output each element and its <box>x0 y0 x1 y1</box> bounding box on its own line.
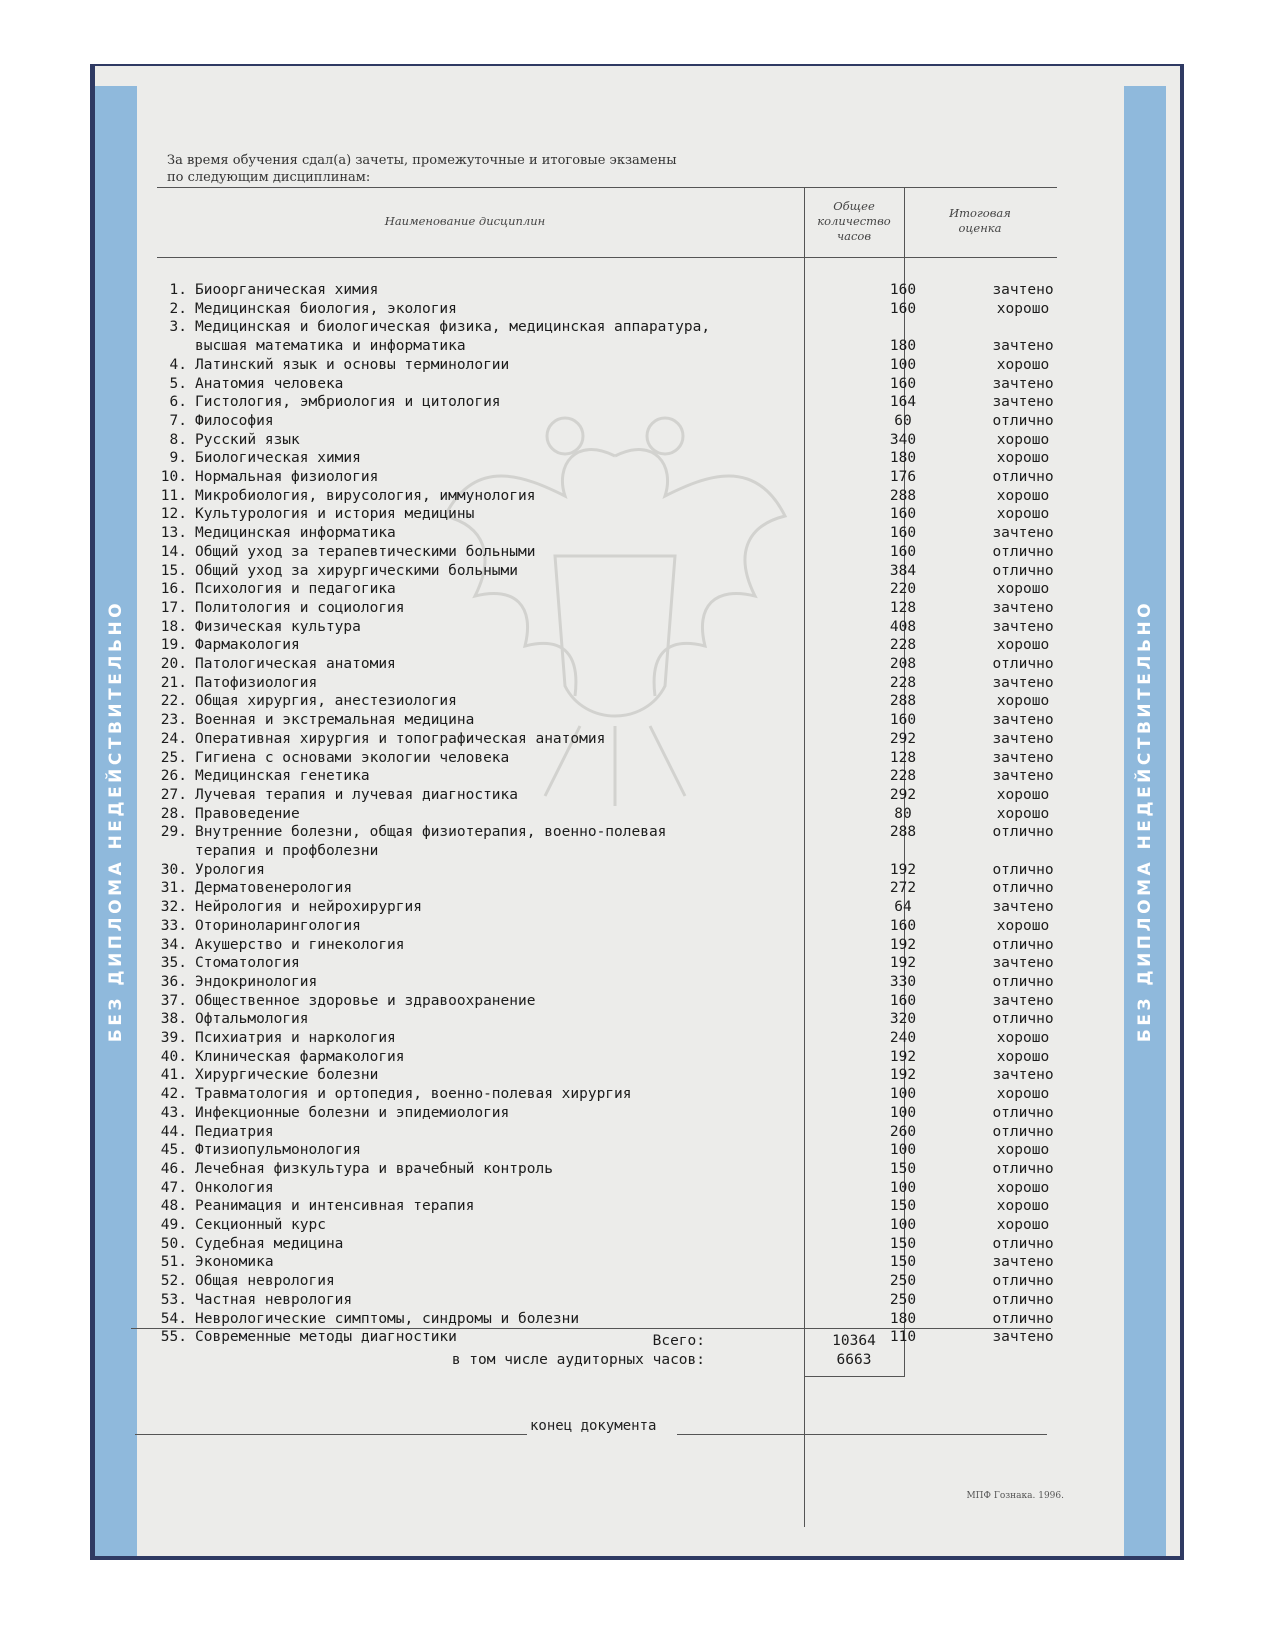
table-row <box>153 619 1113 638</box>
discipline-hours: 100 <box>889 1217 917 1233</box>
table-row <box>153 899 1113 918</box>
row-number: 43. <box>160 1104 187 1121</box>
discipline-name: Биоорганическая химия <box>195 282 379 298</box>
table-row <box>153 1198 1113 1217</box>
row-number: 8. <box>169 431 187 448</box>
discipline-hours: 288 <box>889 693 917 710</box>
row-number: 2. <box>169 300 187 317</box>
row-number: 6. <box>169 394 187 411</box>
row-number: 37. <box>160 992 187 1009</box>
discipline-grade: хорошо <box>996 917 1050 934</box>
row-number: 50. <box>160 1235 187 1252</box>
table-row <box>153 1105 1113 1124</box>
discipline-hours: 320 <box>889 1011 917 1028</box>
discipline-name-continued: терапия и профболезни <box>195 842 379 859</box>
row-number: 1. <box>169 282 187 298</box>
end-of-document-text: конец документа <box>530 1418 657 1434</box>
discipline-name: Педиатрия <box>195 1123 274 1140</box>
end-line-right <box>677 1434 1047 1435</box>
row-number: 24. <box>160 730 187 747</box>
discipline-name: Медицинская и биологическая физика, медицинская аппаратура, <box>195 319 711 336</box>
discipline-grade: зачтено <box>992 338 1054 355</box>
discipline-hours: 160 <box>889 917 917 934</box>
row-number: 11. <box>160 487 187 504</box>
discipline-name: Общая хирургия, анестезиология <box>195 693 457 710</box>
discipline-grade: отлично <box>992 1310 1054 1327</box>
discipline-grade: хорошо <box>996 1142 1050 1159</box>
row-number: 12. <box>160 506 187 523</box>
table-header-rule <box>157 257 1057 258</box>
table-row <box>153 731 1113 750</box>
row-number: 16. <box>160 581 187 598</box>
discipline-hours: 192 <box>889 936 917 953</box>
table-row <box>153 1292 1113 1311</box>
header-line-2: по следующим дисциплинам: <box>167 170 371 185</box>
table-row <box>153 693 1113 712</box>
row-number: 26. <box>160 768 187 785</box>
table-row <box>153 1142 1113 1161</box>
discipline-name: Инфекционные болезни и эпидемиология <box>195 1104 510 1121</box>
discipline-hours: 160 <box>889 712 917 729</box>
discipline-name: Оториноларингология <box>195 917 361 934</box>
diploma-supplement-sheet <box>95 66 1180 1556</box>
discipline-grade: хорошо <box>996 300 1050 317</box>
row-number: 53. <box>160 1291 187 1308</box>
column-header-grade: Итоговая оценка <box>949 206 1011 235</box>
table-row <box>153 525 1113 544</box>
discipline-grade: отлично <box>992 543 1054 560</box>
column-header-name: Наименование дисциплин <box>384 214 546 228</box>
discipline-hours: 160 <box>889 525 917 542</box>
discipline-hours: 180 <box>889 338 917 355</box>
discipline-name-continued: высшая математика и информатика <box>195 338 466 355</box>
discipline-grade: отлично <box>992 412 1054 429</box>
table-row <box>153 1217 1113 1236</box>
table-row <box>153 918 1113 937</box>
row-number: 20. <box>160 656 187 672</box>
discipline-hours: 100 <box>889 1142 917 1159</box>
table-row <box>153 1254 1113 1273</box>
discipline-grade: зачтено <box>992 1254 1054 1271</box>
discipline-grade: зачтено <box>992 525 1054 542</box>
right-strip-text: БЕЗ ДИПЛОМА НЕДЕЙСТВИТЕЛЬНО <box>1135 599 1155 1043</box>
discipline-hours: 408 <box>889 618 917 635</box>
discipline-grade: хорошо <box>996 805 1050 822</box>
discipline-hours: 180 <box>889 1310 917 1327</box>
discipline-hours: 150 <box>889 1198 917 1215</box>
discipline-grade: зачтено <box>992 674 1054 691</box>
discipline-grade: хорошо <box>996 786 1050 803</box>
table-row <box>153 1124 1113 1143</box>
document-header <box>167 152 677 186</box>
row-number: 49. <box>160 1217 187 1233</box>
row-number: 18. <box>160 618 187 635</box>
table-row <box>153 1067 1113 1086</box>
discipline-hours: 160 <box>889 992 917 1009</box>
row-number: 46. <box>160 1160 187 1177</box>
discipline-name: Правоведение <box>195 805 300 822</box>
discipline-grade: зачтено <box>992 282 1054 298</box>
discipline-grade: хорошо <box>996 450 1050 467</box>
discipline-grade: хорошо <box>996 693 1050 710</box>
discipline-hours: 250 <box>889 1273 917 1290</box>
discipline-name: Судебная медицина <box>195 1235 344 1252</box>
discipline-name: Частная неврология <box>195 1291 353 1308</box>
discipline-name: Лучевая терапия и лучевая диагностика <box>195 786 519 803</box>
discipline-grade: зачтено <box>992 712 1054 729</box>
discipline-name: Общественное здоровье и здравоохранение <box>195 992 536 1009</box>
table-row <box>153 282 1113 301</box>
discipline-name: Нормальная физиология <box>195 469 379 485</box>
discipline-grade: зачтено <box>992 899 1054 916</box>
discipline-grade: зачтено <box>992 768 1054 785</box>
discipline-grade: отлично <box>992 973 1054 990</box>
table-row <box>153 1273 1113 1292</box>
discipline-grade: хорошо <box>996 506 1050 523</box>
discipline-name: Внутренние болезни, общая физиотерапия, военно-полевая <box>195 824 667 841</box>
discipline-hours: 128 <box>889 599 917 616</box>
table-row <box>153 488 1113 507</box>
discipline-hours: 100 <box>889 1104 917 1121</box>
table-row <box>153 506 1113 525</box>
row-number: 19. <box>160 637 187 654</box>
total-label: Всего: <box>652 1333 705 1349</box>
table-row <box>153 1011 1113 1030</box>
table-row <box>153 1161 1113 1180</box>
discipline-name: Латинский язык и основы терминологии <box>195 356 510 373</box>
discipline-hours: 80 <box>894 805 912 822</box>
row-number: 44. <box>160 1123 187 1140</box>
table-row <box>153 974 1113 993</box>
table-row <box>153 319 1113 356</box>
discipline-hours: 176 <box>889 469 917 485</box>
discipline-name: Фармакология <box>195 637 300 654</box>
table-row <box>153 993 1113 1012</box>
row-number: 54. <box>160 1310 187 1327</box>
table-row <box>153 600 1113 619</box>
discipline-grade: отлично <box>992 1104 1054 1121</box>
discipline-name: Секционный курс <box>195 1217 326 1233</box>
discipline-name: Стоматология <box>195 955 300 972</box>
discipline-hours: 292 <box>889 786 917 803</box>
discipline-hours: 384 <box>889 562 917 579</box>
end-line-left <box>135 1434 527 1435</box>
discipline-hours: 110 <box>889 1329 917 1346</box>
discipline-grade: отлично <box>992 1160 1054 1177</box>
discipline-hours: 340 <box>889 431 917 448</box>
row-number: 38. <box>160 1011 187 1028</box>
row-number: 21. <box>160 674 187 691</box>
totals-rule <box>804 1376 904 1377</box>
discipline-name: Физическая культура <box>195 618 361 635</box>
row-number: 15. <box>160 562 187 579</box>
table-row <box>153 637 1113 656</box>
discipline-name: Микробиология, вирусология, иммунология <box>195 487 536 504</box>
row-number: 5. <box>169 375 187 392</box>
discipline-name: Оперативная хирургия и топографическая анатомия <box>195 730 606 747</box>
auditory-hours-value: 6663 <box>836 1352 872 1368</box>
table-row <box>153 544 1113 563</box>
row-number: 10. <box>160 469 187 485</box>
row-number: 47. <box>160 1179 187 1196</box>
discipline-grade: зачтено <box>992 599 1054 616</box>
discipline-name: Гигиена с основами экологии человека <box>195 749 510 766</box>
discipline-hours: 260 <box>889 1123 917 1140</box>
discipline-name: Дерматовенерология <box>195 880 353 897</box>
discipline-grade: хорошо <box>996 431 1050 448</box>
discipline-hours: 250 <box>889 1291 917 1308</box>
table-row <box>153 955 1113 974</box>
discipline-name: Фтизиопульмонология <box>195 1142 361 1159</box>
discipline-grade: отлично <box>992 861 1054 878</box>
row-number: 29. <box>160 824 187 841</box>
discipline-name: Клиническая фармакология <box>195 1048 405 1065</box>
discipline-grade: хорошо <box>996 1217 1050 1233</box>
discipline-hours: 164 <box>889 394 917 411</box>
discipline-name: Психология и педагогика <box>195 581 396 598</box>
row-number: 35. <box>160 955 187 972</box>
discipline-hours: 160 <box>889 282 917 298</box>
row-number: 13. <box>160 525 187 542</box>
row-number: 23. <box>160 712 187 729</box>
table-row <box>153 656 1113 675</box>
discipline-name: Травматология и ортопедия, военно-полевая хирургия <box>195 1086 632 1103</box>
table-row <box>153 1030 1113 1049</box>
row-number: 42. <box>160 1086 187 1103</box>
table-row <box>153 301 1113 320</box>
row-number: 17. <box>160 599 187 616</box>
table-row <box>153 376 1113 395</box>
row-number: 32. <box>160 899 187 916</box>
table-row <box>153 432 1113 451</box>
discipline-grade: зачтено <box>992 992 1054 1009</box>
table-row <box>153 413 1113 432</box>
table-row <box>153 581 1113 600</box>
row-number: 28. <box>160 805 187 822</box>
left-security-strip <box>95 86 137 1556</box>
row-number: 3. <box>169 319 187 336</box>
table-row <box>153 1311 1113 1330</box>
row-number: 48. <box>160 1198 187 1215</box>
discipline-hours: 60 <box>894 412 912 429</box>
discipline-grade: отлично <box>992 1123 1054 1140</box>
discipline-grade: отлично <box>992 469 1054 485</box>
discipline-name: Медицинская информатика <box>195 525 396 542</box>
discipline-name: Биологическая химия <box>195 450 361 467</box>
discipline-hours: 228 <box>889 637 917 654</box>
discipline-grade: зачтено <box>992 1067 1054 1084</box>
row-number: 41. <box>160 1067 187 1084</box>
printer-imprint: МПФ Гознака. 1996. <box>966 1491 1064 1501</box>
discipline-hours: 160 <box>889 375 917 392</box>
discipline-hours: 292 <box>889 730 917 747</box>
discipline-name: Политология и социология <box>195 599 405 616</box>
row-number: 39. <box>160 1030 187 1046</box>
discipline-name: Психиатрия и наркология <box>195 1030 396 1046</box>
discipline-name: Современные методы диагностики <box>195 1329 457 1346</box>
discipline-name: Урология <box>195 861 265 878</box>
discipline-grade: хорошо <box>996 1030 1050 1046</box>
row-number: 9. <box>169 450 187 467</box>
table-row <box>153 675 1113 694</box>
total-hours-value: 10364 <box>832 1333 876 1349</box>
discipline-name: Патологическая анатомия <box>195 656 396 672</box>
discipline-name: Общий уход за терапевтическими больными <box>195 543 536 560</box>
discipline-grade: зачтено <box>992 375 1054 392</box>
table-row <box>153 750 1113 769</box>
discipline-name: Общий уход за хирургическими больными <box>195 562 519 579</box>
discipline-grade: хорошо <box>996 1048 1050 1065</box>
discipline-hours: 192 <box>889 861 917 878</box>
row-number: 45. <box>160 1142 187 1159</box>
row-number: 34. <box>160 936 187 953</box>
row-number: 55. <box>160 1329 187 1346</box>
discipline-hours: 192 <box>889 1067 917 1084</box>
table-row <box>153 937 1113 956</box>
row-number: 36. <box>160 973 187 990</box>
discipline-hours: 288 <box>889 824 917 841</box>
row-number: 40. <box>160 1048 187 1065</box>
table-top-rule <box>157 187 1057 188</box>
discipline-hours: 288 <box>889 487 917 504</box>
discipline-hours: 192 <box>889 955 917 972</box>
discipline-hours: 228 <box>889 674 917 691</box>
discipline-hours: 160 <box>889 300 917 317</box>
discipline-hours: 192 <box>889 1048 917 1065</box>
discipline-grade: хорошо <box>996 581 1050 598</box>
table-row <box>153 469 1113 488</box>
column-header-hours: Общее количество часов <box>817 199 891 243</box>
discipline-name: Неврологические симптомы, синдромы и болезни <box>195 1310 580 1327</box>
discipline-hours: 272 <box>889 880 917 897</box>
right-security-strip <box>1124 86 1166 1556</box>
discipline-name: Реанимация и интенсивная терапия <box>195 1198 475 1215</box>
discipline-name: Лечебная физкультура и врачебный контроль <box>195 1160 553 1177</box>
table-row <box>153 880 1113 899</box>
discipline-name: Русский язык <box>195 431 300 448</box>
table-row <box>153 394 1113 413</box>
auditory-hours-label: в том числе аудиторных часов: <box>451 1352 705 1368</box>
discipline-grade: хорошо <box>996 487 1050 504</box>
table-row <box>153 563 1113 582</box>
discipline-grade: отлично <box>992 1273 1054 1290</box>
discipline-hours: 100 <box>889 356 917 373</box>
row-number: 31. <box>160 880 187 897</box>
discipline-name: Общая неврология <box>195 1273 335 1290</box>
discipline-hours: 150 <box>889 1160 917 1177</box>
discipline-name: Гистология, эмбриология и цитология <box>195 394 501 411</box>
discipline-grade: отлично <box>992 880 1054 897</box>
left-strip-text: БЕЗ ДИПЛОМА НЕДЕЙСТВИТЕЛЬНО <box>106 599 126 1043</box>
discipline-grade: отлично <box>992 562 1054 579</box>
row-number: 25. <box>160 749 187 766</box>
discipline-grade: отлично <box>992 936 1054 953</box>
discipline-hours: 160 <box>889 506 917 523</box>
discipline-name: Хирургические болезни <box>195 1067 379 1084</box>
discipline-grade: отлично <box>992 1291 1054 1308</box>
discipline-name: Медицинская генетика <box>195 768 370 785</box>
discipline-name: Анатомия человека <box>195 375 344 392</box>
discipline-grade: отлично <box>992 656 1054 672</box>
row-number: 52. <box>160 1273 187 1290</box>
table-row <box>153 1180 1113 1199</box>
row-number: 7. <box>169 412 187 429</box>
discipline-name: Культурология и история медицины <box>195 506 475 523</box>
discipline-hours: 330 <box>889 973 917 990</box>
discipline-grade: отлично <box>992 824 1054 841</box>
table-row <box>153 450 1113 469</box>
discipline-grade: зачтено <box>992 394 1054 411</box>
discipline-grade: хорошо <box>996 1086 1050 1103</box>
discipline-hours: 220 <box>889 581 917 598</box>
discipline-name: Эндокринология <box>195 973 318 990</box>
row-number: 14. <box>160 543 187 560</box>
discipline-grade: отлично <box>992 1235 1054 1252</box>
discipline-hours: 180 <box>889 450 917 467</box>
discipline-hours: 150 <box>889 1235 917 1252</box>
discipline-name: Военная и экстремальная медицина <box>195 712 475 729</box>
discipline-name: Патофизиология <box>195 674 318 691</box>
discipline-name: Экономика <box>195 1254 274 1271</box>
row-number: 51. <box>160 1254 187 1271</box>
discipline-hours: 208 <box>889 656 917 672</box>
table-row <box>153 768 1113 787</box>
discipline-name: Философия <box>195 412 274 429</box>
table-row <box>153 862 1113 881</box>
discipline-grade: хорошо <box>996 637 1050 654</box>
table-row <box>153 712 1113 731</box>
row-number: 27. <box>160 786 187 803</box>
table-row <box>153 824 1113 861</box>
discipline-name: Медицинская биология, экология <box>195 300 457 317</box>
row-number: 22. <box>160 693 187 710</box>
table-row <box>153 1086 1113 1105</box>
discipline-grade: зачтено <box>992 618 1054 635</box>
table-row <box>153 806 1113 825</box>
discipline-grade: зачтено <box>992 749 1054 766</box>
discipline-grade: хорошо <box>996 356 1050 373</box>
table-row <box>153 1236 1113 1255</box>
discipline-name: Акушерство и гинекология <box>195 936 405 953</box>
discipline-hours: 100 <box>889 1179 917 1196</box>
table-row <box>153 357 1113 376</box>
discipline-hours: 228 <box>889 768 917 785</box>
discipline-hours: 100 <box>889 1086 917 1103</box>
discipline-hours: 240 <box>889 1030 917 1046</box>
discipline-grade: зачтено <box>992 955 1054 972</box>
row-number: 30. <box>160 861 187 878</box>
header-line-1: За время обучения сдал(а) зачеты, промежуточные и итоговые экзамены <box>167 153 677 168</box>
discipline-grade: хорошо <box>996 1198 1050 1215</box>
discipline-name: Онкология <box>195 1179 274 1196</box>
row-number: 4. <box>169 356 187 373</box>
table-row <box>153 787 1113 806</box>
discipline-grade: хорошо <box>996 1179 1050 1196</box>
discipline-hours: 150 <box>889 1254 917 1271</box>
discipline-hours: 64 <box>894 899 912 916</box>
discipline-grade: зачтено <box>992 730 1054 747</box>
discipline-name: Нейрология и нейрохирургия <box>195 899 422 916</box>
discipline-hours: 128 <box>889 749 917 766</box>
discipline-grade: отлично <box>992 1011 1054 1028</box>
discipline-grade: зачтено <box>992 1329 1054 1346</box>
discipline-hours: 160 <box>889 543 917 560</box>
discipline-name: Офтальмология <box>195 1011 309 1028</box>
table-row <box>153 1049 1113 1068</box>
row-number: 33. <box>160 917 187 934</box>
